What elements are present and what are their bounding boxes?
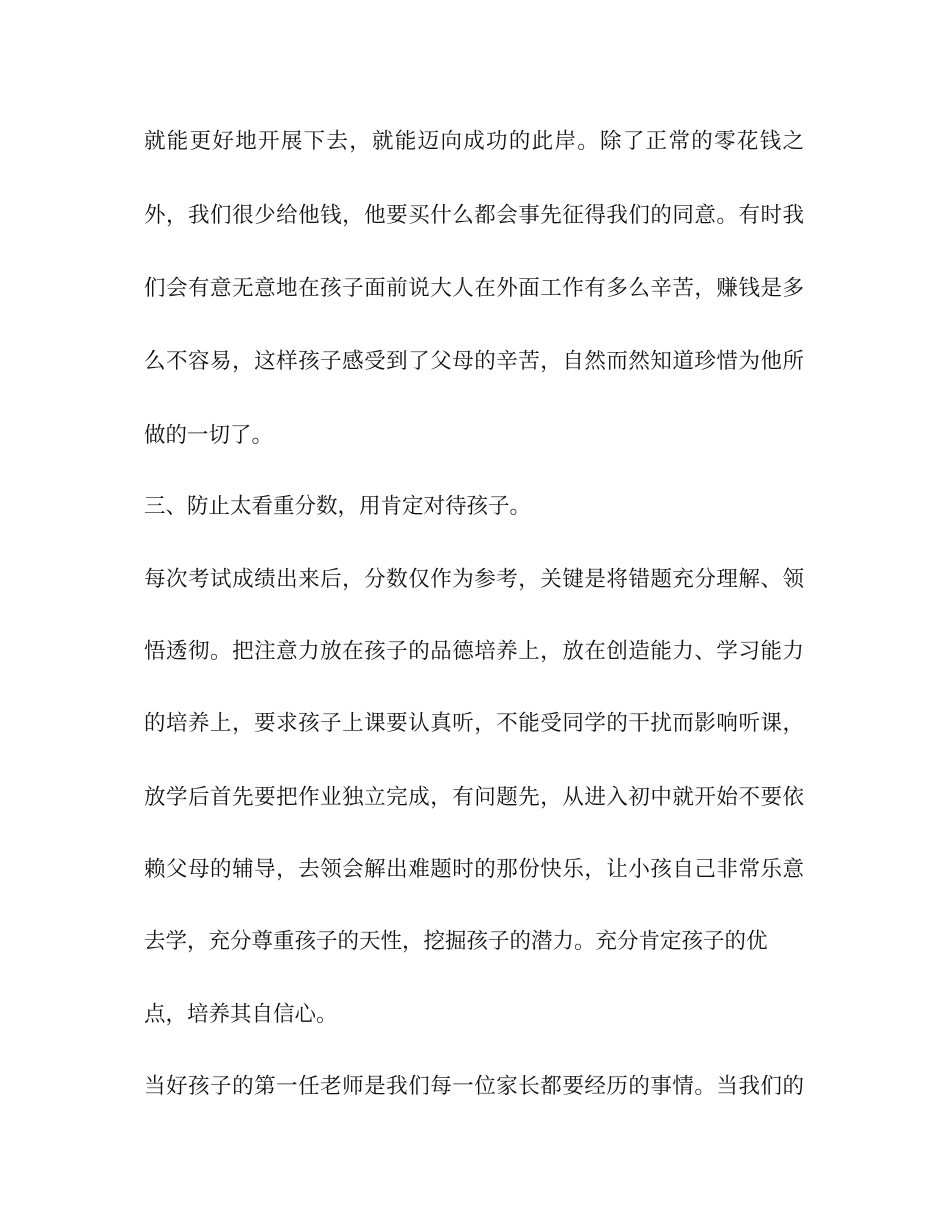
text-line: 做的一切了。 — [144, 423, 274, 448]
text-line: 悟透彻。把注意力放在孩子的品德培养上，放在创造能力、学习能力 — [144, 639, 804, 664]
text-line: 点，培养其自信心。 — [144, 1002, 338, 1027]
text-line: 就能更好地开展下去，就能迈向成功的此岸。除了正常的零花钱之 — [144, 129, 804, 154]
text-line: 去学，充分尊重孩子的天性，挖掘孩子的潜力。充分肯定孩子的优 — [144, 929, 768, 954]
text-line: 外，我们很少给他钱，他要买什么都会事先征得我们的同意。有时我 — [144, 203, 804, 228]
text-line: 当好孩子的第一任老师是我们每一位家长都要经历的事情。当我们的 — [144, 1074, 804, 1099]
text-line: 放学后首先要把作业独立完成，有问题先，从进入初中就开始不要依 — [144, 785, 804, 810]
text-line: 每次考试成绩出来后，分数仅作为参考，关键是将错题充分理解、领 — [144, 567, 804, 592]
text-line: 的培养上，要求孩子上课要认真听，不能受同学的干扰而影响听课， — [144, 711, 804, 736]
section-heading: 三、防止太看重分数，用肯定对待孩子。 — [144, 494, 532, 519]
text-line: 们会有意无意地在孩子面前说大人在外面工作有多么辛苦，赚钱是多 — [144, 276, 804, 301]
text-line: 么不容易，这样孩子感受到了父母的辛苦，自然而然知道珍惜为他所 — [144, 349, 804, 374]
text-line: 赖父母的辅导，去领会解出难题时的那份快乐，让小孩自己非常乐意 — [144, 857, 804, 882]
